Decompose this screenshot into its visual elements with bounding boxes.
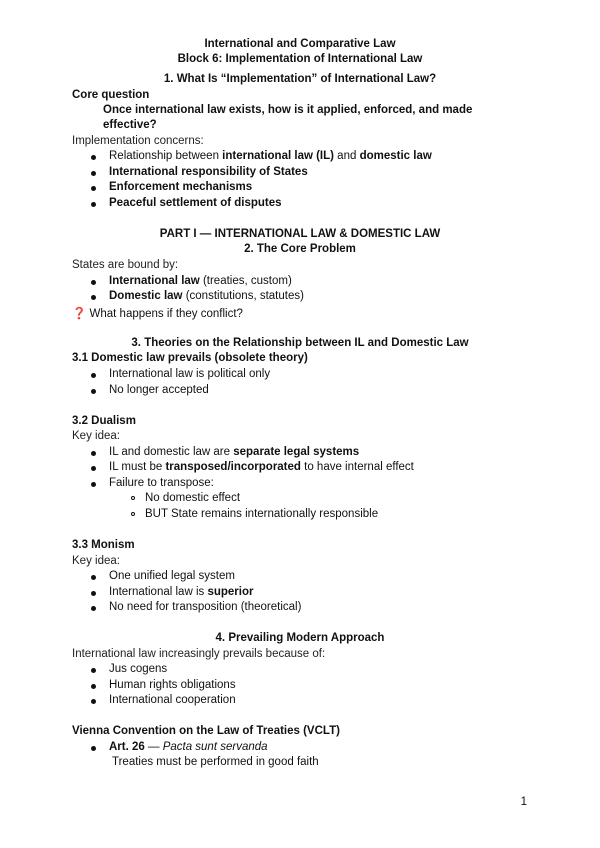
prevails-intro: International law increasingly prevails because of:: [72, 648, 326, 660]
concern-item: Enforcement mechanisms: [109, 181, 253, 193]
bullet-icon: [91, 746, 96, 751]
key-idea-label: Key idea:: [72, 555, 120, 567]
dualism-item: IL must be transposed/incorporated to have internal effect: [109, 461, 414, 473]
part-1-heading: PART I — INTERNATIONAL LAW & DOMESTIC LAW: [159, 228, 441, 240]
bullet-icon: [91, 451, 96, 456]
bullet-icon: [91, 699, 96, 704]
monism-item: One unified legal system: [109, 570, 235, 582]
bullet-icon: [91, 373, 96, 378]
course-title: International and Comparative Law: [204, 38, 396, 50]
section-3-1-heading: 3.1 Domestic law prevails (obsolete theory): [72, 352, 308, 364]
bullet-icon: [91, 155, 96, 160]
vclt-article-text: Treaties must be performed in good faith: [112, 756, 319, 768]
bullet-icon: [91, 295, 96, 300]
bullet-icon: [91, 202, 96, 207]
theory-item: International law is political only: [109, 368, 271, 380]
states-bound-label: States are bound by:: [72, 259, 179, 271]
bullet-icon: [91, 389, 96, 394]
question-mark-icon: ❓: [72, 308, 87, 320]
bullet-icon: [91, 466, 96, 471]
core-question-label: Core question: [72, 89, 150, 101]
block-title: Block 6: Implementation of International Law: [177, 53, 423, 65]
bullet-icon: [91, 186, 96, 191]
bullet-icon: [91, 280, 96, 285]
approach-item: Jus cogens: [109, 663, 168, 675]
monism-item: No need for transposition (theoretical): [109, 601, 302, 613]
core-question-line-1: Once international law exists, how is it applied, enforced, and made: [103, 104, 473, 116]
implementation-concerns-label: Implementation concerns:: [72, 135, 204, 147]
page-number: 1: [520, 796, 527, 808]
bullet-icon: [91, 684, 96, 689]
conflict-question: ❓ What happens if they conflict?: [72, 308, 243, 320]
section-3-3-heading: 3.3 Monism: [72, 539, 135, 551]
bullet-icon: [91, 606, 96, 611]
concern-item: Peaceful settlement of disputes: [109, 197, 282, 209]
section-3-heading: 3. Theories on the Relationship between IL and Domestic Law: [131, 337, 469, 349]
concern-item: International responsibility of States: [109, 166, 308, 178]
dualism-subitem: BUT State remains internationally responsible: [145, 508, 379, 520]
sub-bullet-icon: [131, 496, 135, 500]
section-2-heading: 2. The Core Problem: [244, 243, 356, 255]
concern-item: Relationship between international law (IL) and domestic law: [109, 150, 432, 162]
section-1-heading: 1. What Is “Implementation” of International Law?: [163, 73, 437, 85]
dualism-item: IL and domestic law are separate legal systems: [109, 446, 360, 458]
section-4-heading: 4. Prevailing Modern Approach: [215, 632, 385, 644]
bullet-icon: [91, 575, 96, 580]
section-3-2-heading: 3.2 Dualism: [72, 415, 136, 427]
key-idea-label: Key idea:: [72, 430, 120, 442]
theory-item: No longer accepted: [109, 384, 209, 396]
approach-item: Human rights obligations: [109, 679, 236, 691]
bound-item: Domestic law (constitutions, statutes): [109, 290, 304, 302]
bullet-icon: [91, 668, 96, 673]
bullet-icon: [91, 591, 96, 596]
bullet-icon: [91, 171, 96, 176]
bullet-icon: [91, 482, 96, 487]
core-question-line-2: effective?: [103, 119, 157, 131]
sub-bullet-icon: [131, 512, 135, 516]
bound-item: International law (treaties, custom): [109, 275, 292, 287]
dualism-item: Failure to transpose:: [109, 477, 214, 489]
dualism-subitem: No domestic effect: [145, 492, 241, 504]
approach-item: International cooperation: [109, 694, 236, 706]
vclt-heading: Vienna Convention on the Law of Treaties (VCLT): [72, 725, 340, 737]
monism-item: International law is superior: [109, 586, 254, 598]
vclt-article: Art. 26 — Pacta sunt servanda: [109, 741, 268, 753]
